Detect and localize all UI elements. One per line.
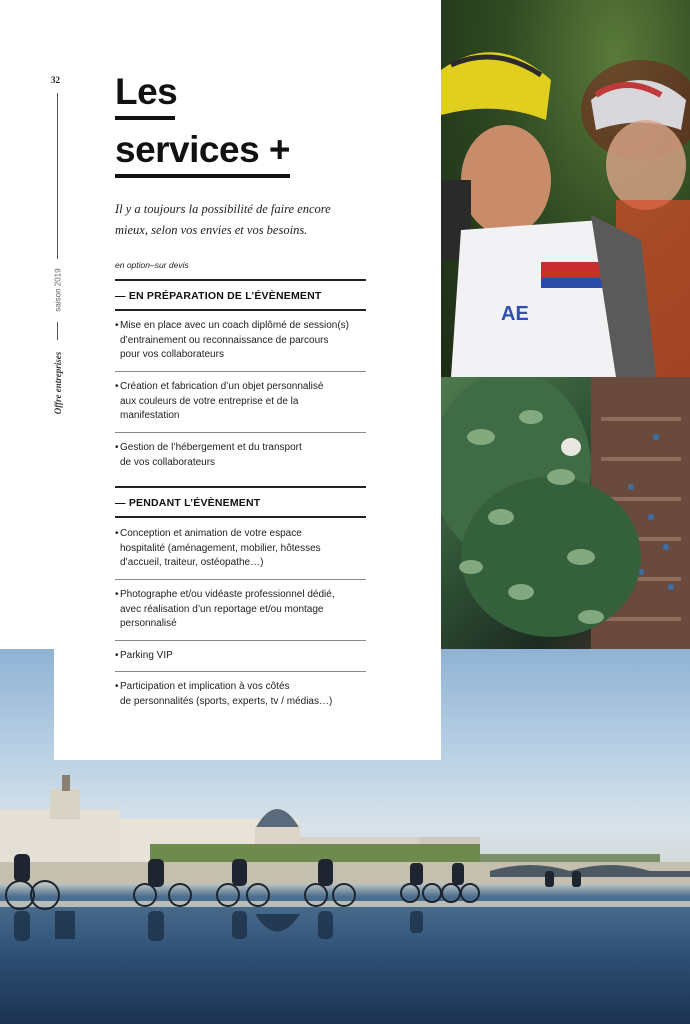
section-heading-preparation: — EN PRÉPARATION DE L’ÉVÈNEMENT xyxy=(115,290,322,302)
list-item-text: Mise en place avec un coach diplômé de session(s) d’entrainement ou reconnaissance de parcours pour vos collaborateurs xyxy=(120,320,350,360)
list-item xyxy=(115,649,370,664)
section-rule xyxy=(115,516,366,518)
intro-text: Il y a toujours la possibilité de faire encore mieux, selon vos envies et vos besoins. xyxy=(115,202,331,237)
vertical-divider xyxy=(57,322,58,340)
list-item-text: Participation et implication à vos côtés de personnalités (sports, experts, tv / médias…) xyxy=(120,681,333,707)
section-heading-during: — PENDANT L’ÉVÈNEMENT xyxy=(115,497,261,509)
list-item xyxy=(115,319,370,363)
cyclists-photo-art xyxy=(441,0,690,377)
item-divider xyxy=(115,579,366,580)
leaves-photo-art xyxy=(441,377,690,649)
section-rule xyxy=(115,486,366,488)
bullet: • xyxy=(115,442,119,453)
item-divider xyxy=(115,640,366,641)
bullet: • xyxy=(115,528,119,539)
bullet: • xyxy=(115,681,119,692)
list-item-text: Gestion de l’hébergement et du transport de vos collaborateurs xyxy=(120,442,302,468)
bullet: • xyxy=(115,320,119,331)
option-note: en option–sur devis xyxy=(115,260,189,270)
list-item xyxy=(115,380,370,424)
svg-text:AE: AE xyxy=(501,303,529,325)
page-number: 32 xyxy=(51,75,60,85)
bullet: • xyxy=(115,381,119,392)
page-title-line-1: Les xyxy=(115,71,178,112)
title-underline xyxy=(115,174,290,178)
bullet: • xyxy=(115,650,119,661)
section-rule xyxy=(115,309,366,311)
item-divider xyxy=(115,371,366,372)
page-title-line-2: services + xyxy=(115,129,291,170)
item-divider xyxy=(115,671,366,672)
bullet: • xyxy=(115,589,119,600)
item-divider xyxy=(115,432,366,433)
cyclists-photo xyxy=(441,0,690,377)
list-item-text: Parking VIP xyxy=(120,650,173,661)
list-item xyxy=(115,441,370,470)
list-item xyxy=(115,680,370,709)
list-item-text: Création et fabrication d’un objet personnalisé aux couleurs de votre entreprise et de la manifestation xyxy=(120,381,324,421)
list-item-text: Photographe et/ou vidéaste professionnel dédié, avec réalisation d’un reportage et/ou montage personnalisé xyxy=(120,589,335,629)
section-rule xyxy=(115,279,366,281)
list-item xyxy=(115,527,370,571)
list-item-text: Conception et animation de votre espace hospitalité (aménagement, mobilier, hôtesses d’accueil, traiteur, ostéopathe…) xyxy=(120,528,321,568)
title-underline xyxy=(115,116,175,120)
list-item xyxy=(115,588,370,632)
vertical-divider xyxy=(57,93,58,259)
season-label: saison 2019 xyxy=(53,268,63,312)
offer-label: Offre entreprises xyxy=(53,351,63,415)
leaves-aerial-photo xyxy=(441,377,690,649)
